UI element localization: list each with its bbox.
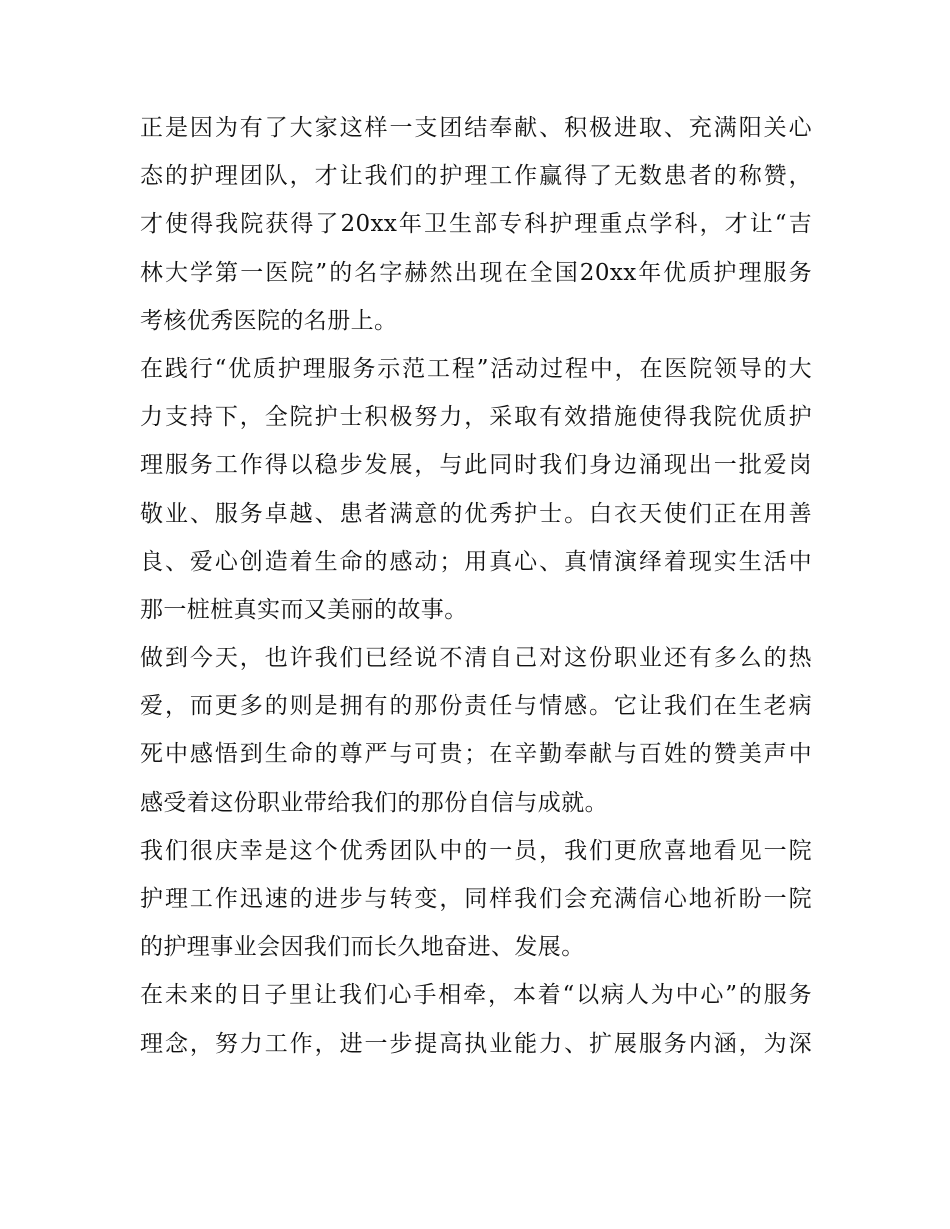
document-body	[140, 104, 812, 1068]
text-line: 死中感悟到生命的尊严与可贵；在辛勤奉献与百姓的赞美声中	[140, 741, 812, 768]
text-line: 在践行“优质护理服务示范工程”活动过程中，在医院领导的大	[140, 355, 812, 382]
text-line: 才使得我院获得了20xx年卫生部专科护理重点学科，才让“吉	[140, 211, 812, 238]
paragraph-5	[140, 971, 812, 1067]
text-line: 护理工作迅速的进步与转变，同样我们会充满信心地祈盼一院	[140, 886, 812, 912]
paragraph-2	[140, 345, 812, 634]
text-line: 感受着这份职业带给我们的那份自信与成就。	[140, 789, 608, 816]
text-line: 理服务工作得以稳步发展，与此同时我们身边涌现出一批爱岗	[140, 452, 812, 479]
text-line: 林大学第一医院”的名字赫然出现在全国20xx年优质护理服务	[140, 259, 812, 286]
text-line: 我们很庆幸是这个优秀团队中的一员，我们更欣喜地看见一院	[140, 837, 812, 864]
text-line: 在未来的日子里让我们心手相牵，本着“以病人为中心”的服务	[140, 982, 812, 1009]
text-line: 正是因为有了大家这样一支团结奉献、积极进取、充满阳关心	[140, 115, 812, 141]
text-line: 爱，而更多的则是拥有的那份责任与情感。它让我们在生老病	[140, 693, 812, 720]
text-line: 考核优秀医院的名册上。	[140, 307, 398, 334]
text-line: 敬业、服务卓越、患者满意的优秀护士。白衣天使们正在用善	[140, 500, 812, 527]
text-line: 理念，努力工作，进一步提高执业能力、扩展服务内涵，为深	[140, 1030, 812, 1057]
paragraph-4	[140, 827, 812, 972]
text-line: 那一桩桩真实而又美丽的故事。	[140, 596, 468, 623]
text-line: 做到今天，也许我们已经说不清自己对这份职业还有多么的热	[140, 645, 812, 672]
text-line: 的护理事业会因我们而长久地奋进、发展。	[140, 934, 585, 961]
paragraph-3	[140, 634, 812, 827]
text-line: 力支持下，全院护士积极努力，采取有效措施使得我院优质护	[140, 404, 812, 431]
paragraph-1	[140, 104, 812, 345]
text-line: 良、爱心创造着生命的感动；用真心、真情演绎着现实生活中	[140, 548, 812, 575]
text-line: 态的护理团队，才让我们的护理工作赢得了无数患者的称赞，	[140, 163, 812, 190]
